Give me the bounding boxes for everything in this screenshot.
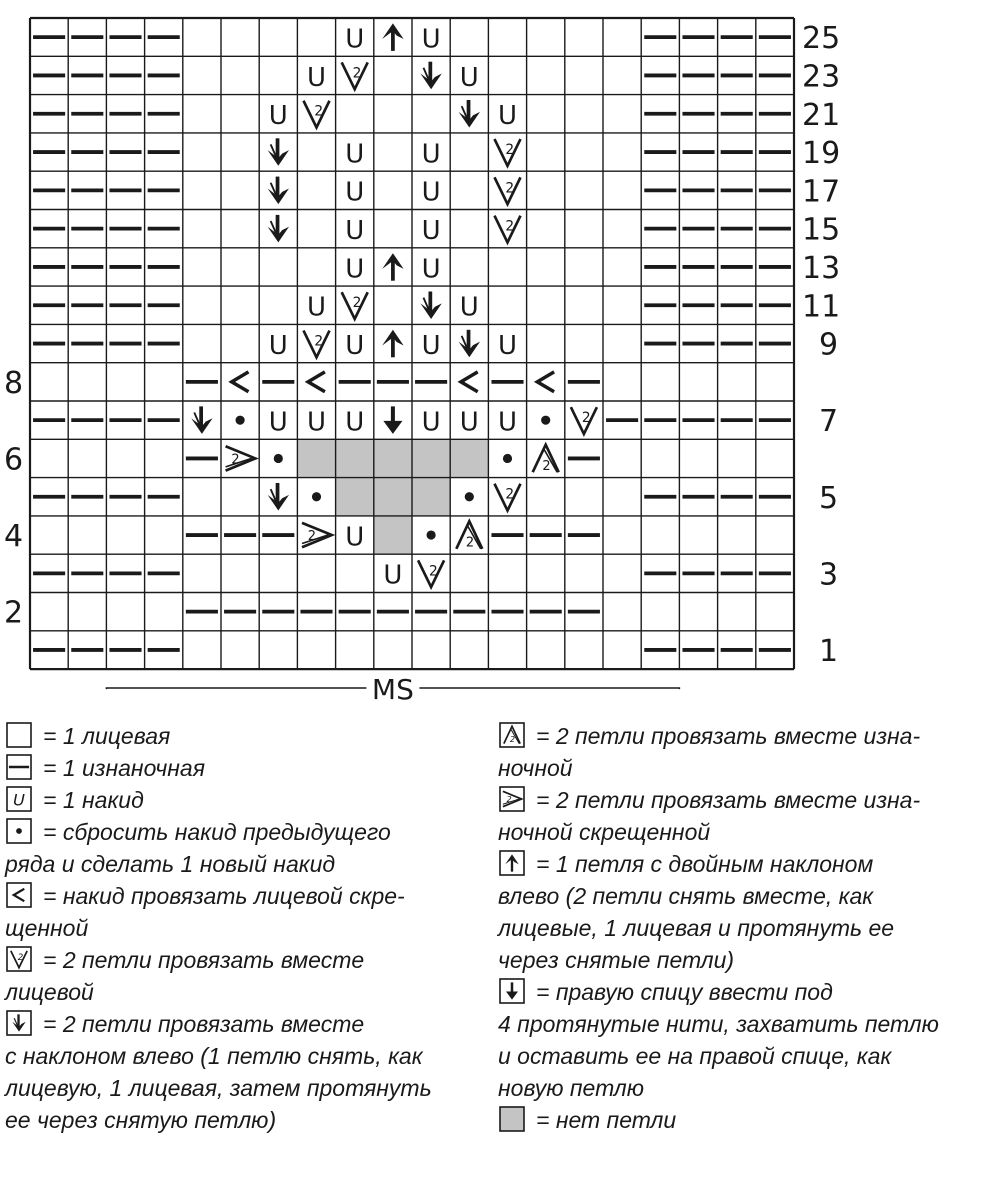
stitch-cell [236,416,245,425]
stitch-cell [495,216,521,243]
stitch-cell [308,372,325,392]
legend-left-column [5,720,485,1136]
p2tog-number: 2 [509,734,516,745]
yarn-over-glyph: U [306,62,327,93]
legend-symbol-drop-icon [5,817,33,845]
k2tog-number: 2 [505,486,515,503]
legend-item-p2tog [498,720,995,784]
legend-item-p [5,752,485,784]
legend-item-p2tbl [498,784,995,848]
legend-text: = 1 петля с двойным наклоном [536,851,874,877]
k2tog-number: 2 [505,180,515,197]
yarn-over-glyph: U [421,177,441,208]
stitch-cell [420,62,441,90]
legend-text: = накид провязать лицевой скре- [43,883,405,909]
legend-symbol-ktbl-icon [5,881,33,909]
stitch-cell [422,139,441,169]
legend-text: = 2 петли провязать вместе [43,1011,365,1037]
twisted-knit-mark [461,372,478,392]
legend-text: = 1 изнаночная [43,755,205,781]
stitch-cell [345,139,364,169]
legend-symbol-p-icon [5,753,33,781]
stitch-cell [312,492,321,501]
stitch-cell [345,331,364,361]
stitch-cell [422,178,441,208]
stitch-cell [307,293,326,323]
row-number-6: 6 [4,442,24,478]
yarn-over-glyph: U [421,24,441,55]
down-arrow-head [383,421,402,434]
legend-symbol-p2tog-icon [498,721,526,749]
k2tog-number: 2 [17,953,24,964]
legend-item-dbl [498,848,995,976]
yarn-over-glyph: U [306,292,327,323]
stitch-cell [420,291,441,319]
stitch-cell [460,63,479,93]
stitch-cell [345,407,364,437]
stitch-cell [422,254,441,284]
stitch-cell [461,372,478,392]
legend-text: лицевую, 1 лицевая, затем протянуть [5,1075,432,1101]
twisted-knit-mark [232,372,249,392]
k2tog-number: 2 [352,65,362,82]
yarn-over-glyph: U [421,407,441,438]
legend-text: 4 протянутые нити, захватить петлю [498,1011,939,1037]
yarn-over-glyph: U [345,330,365,361]
stitch-cell [498,407,517,437]
yarn-over-glyph: U [459,407,479,438]
stitch-cell [269,101,288,131]
legend-item-ssk [5,1008,485,1136]
stitch-cell [374,516,412,554]
row-number-7: 7 [819,404,839,440]
stitch-cell [382,330,403,358]
yarn-over-glyph: U [421,215,441,246]
p2tbl-number: 2 [231,452,240,468]
stitch-cell [412,478,450,516]
stitch-cell [268,483,289,511]
legend-item-k2tog [5,944,485,1008]
stitch-cell [498,101,517,131]
stitch-cell [268,177,289,205]
stitch-cell [307,63,326,93]
yarn-over-glyph: U [268,407,288,438]
stitch-cell [422,407,441,437]
stitch-cell [307,407,326,437]
legend-item-yo [5,784,485,816]
legend-symbol-k2tog-icon [5,945,33,973]
legend-text: лицевой [5,979,94,1005]
yarn-over-glyph: U [345,24,365,55]
yarn-over-glyph: U [383,560,403,591]
stitch-cell [456,521,482,550]
yarn-over-glyph: U [421,330,441,361]
yarn-over-glyph: U [421,139,441,170]
legend-symbol-none-icon [498,1105,526,1133]
ms-bracket-left [106,688,366,689]
no-stitch-fill [412,478,450,516]
row-number-21: 21 [802,97,841,133]
legend-text: = 1 лицевая [43,723,171,749]
stitch-cell [412,439,450,477]
stitch-cell [450,439,488,477]
no-stitch-fill [374,516,412,554]
stitch-cell [495,484,521,511]
stitch-cell [345,522,364,552]
legend-text: = 2 петли провязать вместе изна- [536,723,921,749]
stitch-cell [226,446,256,470]
yarn-over-glyph: U [345,139,365,170]
yarn-over-glyph: U [13,790,25,810]
stitch-cell [498,331,517,361]
p2tbl-number: 2 [506,794,512,805]
p2tog-number: 2 [542,458,551,474]
k2tog-number: 2 [352,295,362,312]
yarn-over-glyph: U [345,177,365,208]
twisted-knit-mark [308,372,325,392]
legend-text: = 2 петли провязать вместе [43,947,365,973]
stitch-cell [274,454,283,463]
yarn-over-glyph: U [421,254,441,285]
legend-item-none [498,1104,995,1136]
stitch-cell [345,254,364,284]
k2tog-number: 2 [429,563,438,580]
legend-symbol-ssk-icon [5,1009,33,1037]
legend-text: новую петлю [498,1075,644,1101]
row-number-15: 15 [802,212,841,248]
k2tog-number: 2 [314,333,324,350]
stitch-cell [495,177,521,204]
row-number-19: 19 [802,136,841,172]
legend-symbol-p2tbl-icon [498,785,526,813]
stitch-cell [459,330,480,358]
stitch-cell [383,406,402,434]
legend-text: ряда и сделать 1 новый накид [5,851,336,877]
stitch-cell [422,331,441,361]
legend-item-k [5,720,485,752]
stitch-cell [191,406,212,434]
no-stitch-fill [412,439,450,477]
legend-text: через снятые петли) [498,947,735,973]
row-number-17: 17 [802,174,841,210]
row-number-1: 1 [819,633,839,669]
row-number-5: 5 [819,480,839,516]
stitch-cell [460,407,479,437]
legend-symbol-k-icon [5,721,33,749]
legend-right-column [498,720,995,1136]
legend-item-drop [5,816,485,880]
yarn-over-glyph: U [497,407,518,438]
legend-text: = сбросить накид предыдущего [43,819,391,845]
twisted-knit-mark [537,372,554,392]
drop-dot [274,454,283,463]
legend-text: = 2 петли провязать вместе изна- [536,787,921,813]
drop-dot [465,492,474,501]
yarn-over-glyph: U [345,522,365,553]
legend-text: = правую спицу ввести под [536,979,833,1005]
legend-text: ночной скрещенной [498,819,711,845]
drop-dot [541,416,550,425]
stitch-cell [268,215,289,243]
yarn-over-glyph: U [268,330,288,361]
yarn-over-glyph: U [497,101,518,132]
legend-symbol-frame [500,1107,524,1131]
drop-dot [503,454,512,463]
stitch-cell [232,372,249,392]
legend-item-arr [498,976,995,1104]
legend-text: ее через снятую петлю) [5,1107,277,1133]
k2tog-number: 2 [314,103,324,120]
legend-symbol-frame [7,883,31,907]
stitch-cell [422,216,441,246]
stitch-cell [465,492,474,501]
row-number-2: 2 [4,595,24,631]
legend-text: с наклоном влево (1 петлю снять, как [5,1043,423,1069]
p2tog-number: 2 [465,535,475,551]
stitch-cell [382,253,403,281]
k2tog-number: 2 [505,141,515,158]
row-number-4: 4 [4,519,24,555]
stitch-cell [342,292,368,319]
stitch-cell [297,439,335,477]
row-number-3: 3 [819,557,839,593]
yarn-over-glyph: U [497,330,518,361]
no-stitch-fill [336,439,374,477]
yarn-over-glyph: U [345,215,365,246]
stitch-cell [345,24,364,54]
no-stitch-fill [374,478,412,516]
yarn-over-glyph: U [268,101,288,132]
stitch-cell [382,23,403,51]
drop-dot [236,416,245,425]
no-stitch-fill [297,439,335,477]
drop-dot [312,492,321,501]
yarn-over-glyph: U [459,292,479,323]
p2tbl-number: 2 [307,529,317,545]
chart-grid [30,18,794,669]
stitch-cell [374,478,412,516]
legend-item-ktbl [5,880,485,944]
legend-text: = 1 накид [43,787,144,813]
stitch-cell [374,439,412,477]
legend-text: щенной [5,915,89,941]
yarn-over-glyph: U [459,62,479,93]
no-stitch-fill [374,439,412,477]
ms-label: MS [371,673,414,706]
stitch-cell [422,24,441,54]
k2tog-number: 2 [581,410,591,427]
row-number-23: 23 [802,59,841,95]
legend-text: = нет петли [536,1107,677,1133]
stitch-cell [541,416,550,425]
yarn-over-glyph: U [345,254,365,285]
stitch-cell [459,100,480,128]
row-number-9: 9 [819,327,839,363]
row-number-11: 11 [802,289,841,325]
stitch-cell [269,331,288,361]
legend-symbol-arr-icon [498,977,526,1005]
stitch-cell [304,101,330,128]
legend-text: лицевые, 1 лицевая и протянуть ее [498,915,895,941]
stitch-cell [418,560,444,587]
stitch-cell [269,407,288,437]
legend-symbol-dbl-icon [498,849,526,877]
stitch-cell [533,445,559,474]
stitch-cell [336,439,374,477]
row-number-8: 8 [4,365,24,401]
stitch-cell [345,216,364,246]
drop-dot [427,530,436,539]
legend-text: влево (2 петли снять вместе, как [498,883,874,909]
no-stitch-fill [336,478,374,516]
yarn-over-glyph: U [345,407,365,438]
stitch-cell [537,372,554,392]
stitch-cell [571,407,597,434]
stitch-cell [460,293,479,323]
stitch-cell [302,523,332,547]
stitch-cell [503,454,512,463]
row-number-13: 13 [802,250,841,286]
stitch-cell [427,530,436,539]
legend-symbol-frame [7,723,31,747]
drop-dot [16,828,22,834]
ms-bracket-right [419,688,679,689]
legend-text: ночной [498,755,573,781]
stitch-cell [345,178,364,208]
ms-bracket [106,673,679,706]
stitch-cell [268,138,289,166]
k2tog-number: 2 [505,218,515,235]
legend-text: и оставить ее на правой спице, как [498,1043,892,1069]
legend-symbol-yo-icon [5,785,33,813]
stitch-cell [383,561,402,591]
yarn-over-glyph: U [306,407,327,438]
no-stitch-fill [450,439,488,477]
stitch-cell [304,331,330,358]
stitch-cell [495,139,521,166]
stitch-cell [342,62,368,89]
row-number-25: 25 [802,21,841,57]
stitch-cell [336,478,374,516]
